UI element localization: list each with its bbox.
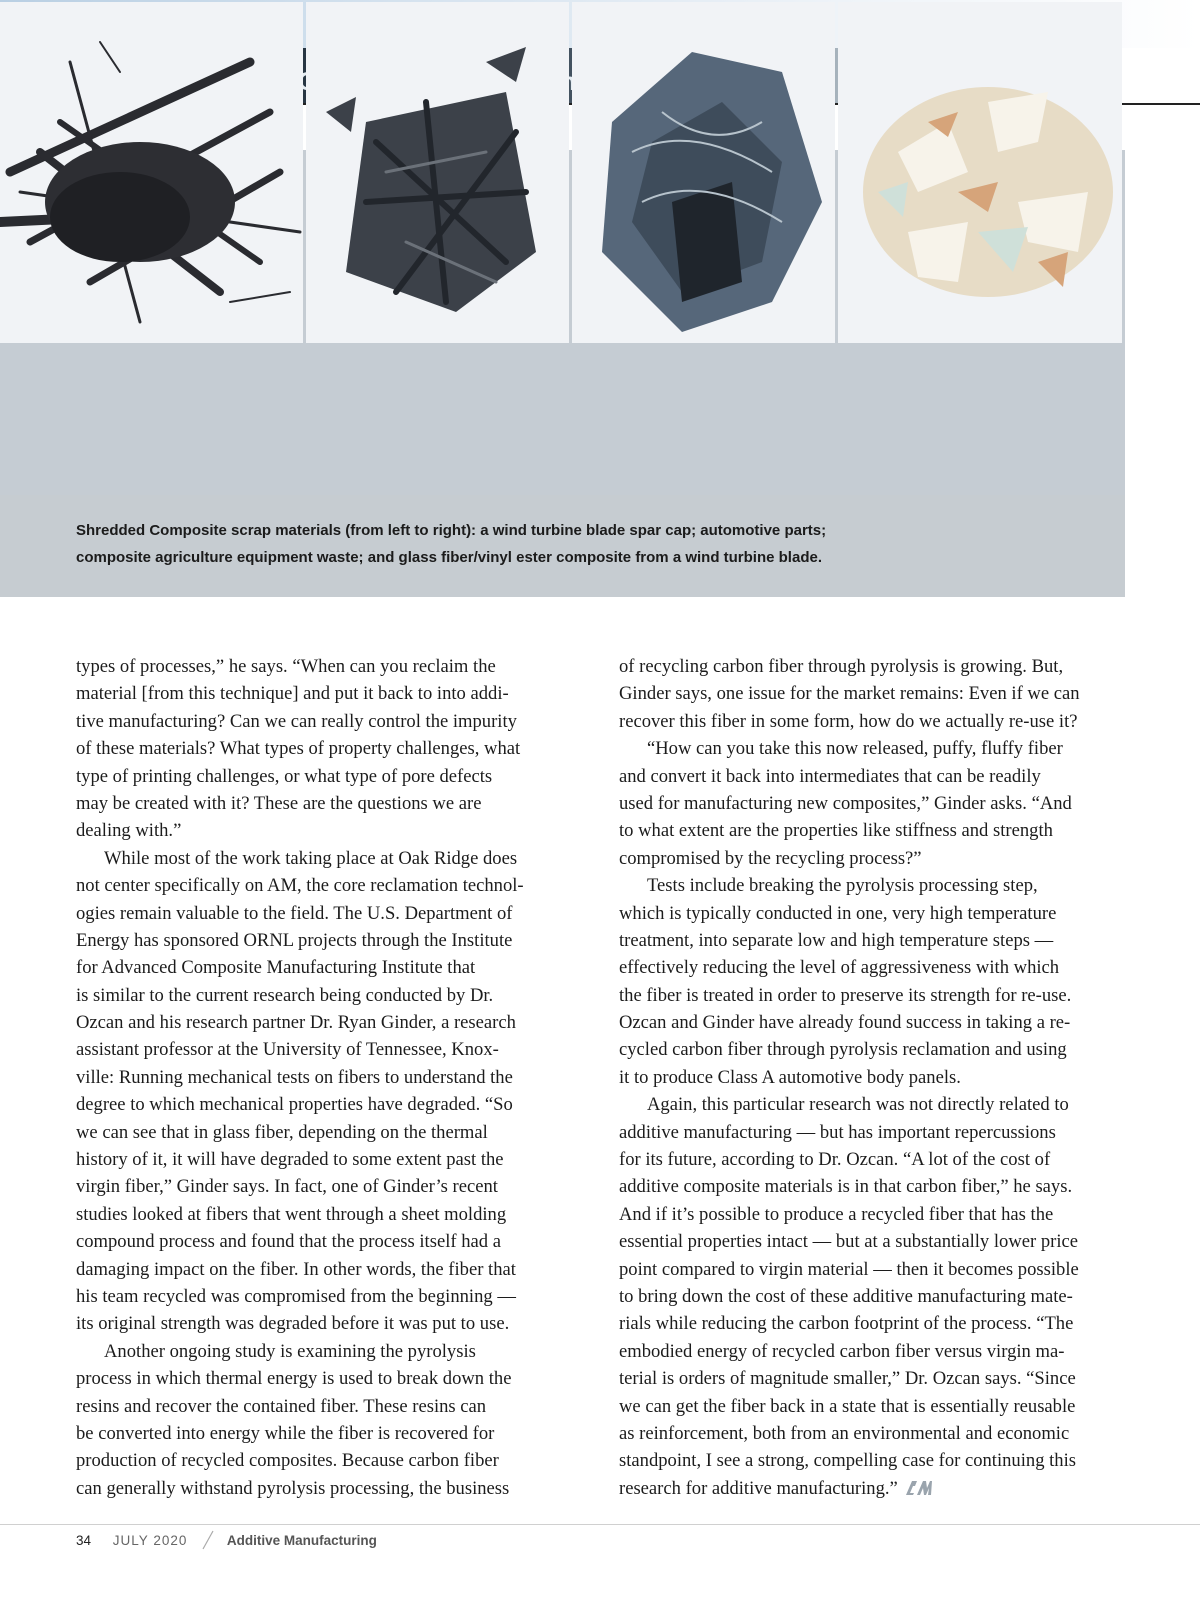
text-line: embodied energy of recycled carbon fiber versus virgin ma-	[619, 1340, 1065, 1362]
text-line: we can see that in glass fiber, depending on the thermal	[76, 1121, 488, 1143]
right-column	[619, 653, 1131, 1502]
text-line: And if it’s possible to produce a recycled fiber that has the	[619, 1203, 1054, 1225]
text-line: cycled carbon fiber through pyrolysis reclamation and using	[619, 1039, 1067, 1061]
page-number: 34	[76, 1533, 92, 1548]
text-line: Another ongoing study is examining the pyrolysis	[104, 1340, 476, 1362]
text-line: type of printing challenges, or what type of pore defects	[76, 765, 493, 787]
text-line: Tests include breaking the pyrolysis processing step,	[647, 875, 1038, 897]
text-line: Again, this particular research was not directly related to	[647, 1094, 1069, 1116]
text-line: dealing with.”	[76, 820, 182, 842]
text-line: studies looked at fibers that went through a sheet molding	[76, 1203, 507, 1225]
text-line: ogies remain valuable to the field. The U.S. Department of	[76, 902, 513, 924]
text-line: and convert it back into intermediates that can be readily	[619, 765, 1041, 787]
text-line: material [from this technique] and put it back to into addi-	[76, 683, 509, 705]
text-line: history of it, it will have degraded to some extent past the	[76, 1149, 504, 1171]
page-footer	[76, 1530, 377, 1550]
text-line: compromised by the recycling process?”	[619, 847, 922, 869]
text-line: is similar to the current research being conducted by Dr.	[76, 984, 494, 1006]
publication-name: Additive Manufacturing	[226, 1533, 377, 1548]
text-line: effectively reducing the level of aggressiveness with which	[619, 957, 1060, 979]
final-text-line	[619, 1475, 1131, 1502]
am-end-mark-icon	[906, 1481, 932, 1495]
text-line: Ginder says, one issue for the market remains: Even if we can	[619, 683, 1080, 705]
photo-automotive-parts	[306, 2, 569, 343]
text-line: his team recycled was compromised from the beginning —	[76, 1285, 516, 1307]
text-line: additive manufacturing — but has important repercussions	[619, 1121, 1056, 1143]
text-line: essential properties intact — but at a substantially lower price	[619, 1231, 1079, 1253]
footer-rule	[0, 1524, 1200, 1525]
text-line: which is typically conducted in one, very high temperature	[619, 902, 1057, 924]
text-line: used for manufacturing new composites,” Ginder asks. “And	[619, 792, 1072, 814]
photo-agriculture-waste	[572, 2, 835, 343]
text-line: Energy has sponsored ORNL projects through the Institute	[76, 929, 513, 951]
text-line: as reinforcement, both from an environmental and economic	[619, 1422, 1070, 1444]
text-line: it to produce Class A automotive body panels.	[619, 1066, 961, 1088]
text-line: resins and recover the contained fiber. These resins can	[76, 1395, 487, 1417]
text-line: “How can you take this now released, puffy, fluffy fiber	[647, 738, 1063, 760]
text-line: types of processes,” he says. “When can you reclaim the	[76, 656, 496, 677]
photo-glass-fiber-composite	[838, 2, 1122, 343]
text-line: While most of the work taking place at Oak Ridge does	[104, 847, 518, 869]
text-line: additive composite materials is in that carbon fiber,” he says.	[619, 1176, 1073, 1198]
text-line: production of recycled composites. Because carbon fiber	[76, 1450, 499, 1472]
text-line: damaging impact on the fiber. In other words, the fiber that	[76, 1258, 516, 1280]
caption-line-2: composite agriculture equipment waste; and glass fiber/vinyl ester composite from a wind turbine blade.	[76, 549, 822, 566]
left-column	[76, 653, 586, 1502]
final-text: research for additive manufacturing.”	[619, 1477, 898, 1499]
text-line: be converted into energy while the fiber is recovered for	[76, 1422, 495, 1444]
text-line: of recycling carbon fiber through pyrolysis is growing. But,	[619, 656, 1064, 677]
text-line: Ozcan and Ginder have already found success in taking a re-	[619, 1012, 1071, 1034]
footer-slash-icon	[201, 1530, 215, 1550]
text-line: can generally withstand pyrolysis processing, the business	[76, 1477, 510, 1499]
text-line: of these materials? What types of property challenges, what	[76, 738, 521, 760]
text-line: Ozcan and his research partner Dr. Ryan Ginder, a research	[76, 1012, 516, 1034]
text-line: may be created with it? These are the questions we are	[76, 792, 482, 814]
text-line: recover this fiber in some form, how do we actually re-use it?	[619, 710, 1078, 732]
text-line: tive manufacturing? Can we can really control the impurity	[76, 710, 517, 732]
text-line: for its future, according to Dr. Ozcan. “A lot of the cost of	[619, 1149, 1051, 1171]
text-line: treatment, into separate low and high temperature steps —	[619, 929, 1054, 951]
text-line: to what extent are the properties like stiffness and strength	[619, 820, 1053, 842]
text-line: point compared to virgin material — then it becomes possible	[619, 1258, 1079, 1280]
text-line: to bring down the cost of these additive manufacturing mate-	[619, 1285, 1073, 1307]
issue-date: JULY 2020	[112, 1533, 188, 1548]
text-line: virgin fiber,” Ginder says. In fact, one of Ginder’s recent	[76, 1176, 498, 1198]
text-line: we can get the fiber back in a state that is essentially reusable	[619, 1395, 1076, 1417]
text-line: assistant professor at the University of Tennessee, Knox-	[76, 1039, 499, 1061]
text-line: standpoint, I see a strong, compelling case for continuing this	[619, 1450, 1076, 1472]
photo-spar-cap	[0, 2, 303, 343]
text-line: terial is orders of magnitude smaller,” Dr. Ozcan says. “Since	[619, 1368, 1076, 1390]
text-line: for Advanced Composite Manufacturing Institute that	[76, 957, 476, 979]
text-line: not center specifically on AM, the core reclamation technol-	[76, 875, 524, 897]
text-line: its original strength was degraded before it was put to use.	[76, 1313, 510, 1335]
text-line: the fiber is treated in order to preserve its strength for re-use.	[619, 984, 1072, 1006]
photo-caption	[76, 517, 1076, 571]
text-line: degree to which mechanical properties have degraded. “So	[76, 1094, 513, 1116]
text-line: ville: Running mechanical tests on fibers to understand the	[76, 1066, 513, 1088]
text-line: compound process and found that the process itself had a	[76, 1231, 501, 1253]
caption-line-1: Shredded Composite scrap materials (from left to right): a wind turbine blade spar cap; automotive parts;	[76, 522, 827, 539]
text-line: rials while reducing the carbon footprint of the process. “The	[619, 1313, 1074, 1335]
text-line: process in which thermal energy is used to break down the	[76, 1368, 512, 1390]
